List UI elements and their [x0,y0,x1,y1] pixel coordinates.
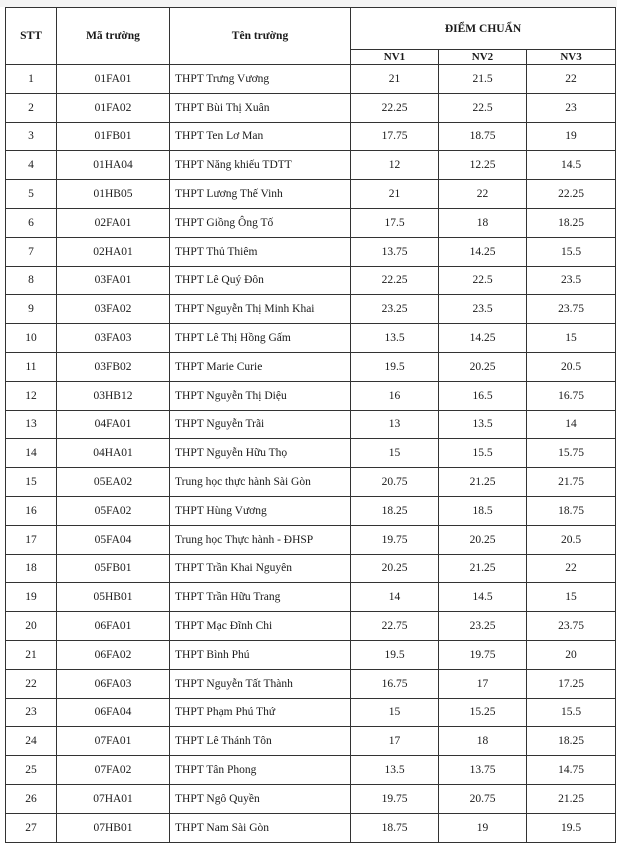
cell-school-name: Trung học thực hành Sài Gòn [170,468,351,497]
cell-school-code: 06FA01 [57,612,170,641]
cell-stt: 19 [6,583,57,612]
cell-stt: 17 [6,525,57,554]
cell-nv3: 20.5 [527,525,616,554]
table-row [6,669,616,698]
cell-nv1: 13 [351,410,439,439]
table-row [6,525,616,554]
table-row [6,439,616,468]
cell-nv3: 23.75 [527,612,616,641]
cell-nv1: 20.25 [351,554,439,583]
table-row [6,468,616,497]
table-row [6,180,616,209]
table-row [6,784,616,813]
cell-nv3: 15.5 [527,698,616,727]
cell-nv3: 23.75 [527,295,616,324]
table-row [6,698,616,727]
cell-nv3: 14.5 [527,151,616,180]
cell-nv2: 14.5 [439,583,527,612]
cell-nv3: 22 [527,554,616,583]
cell-school-name: THPT Nguyễn Trãi [170,410,351,439]
cell-school-name: THPT Nguyễn Thị Diệu [170,381,351,410]
cell-nv1: 22.75 [351,612,439,641]
cell-nv3: 19 [527,122,616,151]
cell-nv2: 21.25 [439,468,527,497]
cell-school-code: 05EA02 [57,468,170,497]
cell-school-name: Trung học Thực hành - ĐHSP [170,525,351,554]
cell-school-code: 04FA01 [57,410,170,439]
cell-nv1: 14 [351,583,439,612]
table-row [6,151,616,180]
cell-school-code: 01HA04 [57,151,170,180]
cell-school-code: 03FA02 [57,295,170,324]
table-row [6,295,616,324]
cell-nv1: 19.75 [351,784,439,813]
cell-stt: 9 [6,295,57,324]
cell-stt: 25 [6,756,57,785]
cell-school-code: 06FA02 [57,640,170,669]
cell-nv2: 22 [439,180,527,209]
header-cutoff-score: ĐIỂM CHUẨN [351,8,616,50]
cell-nv2: 18.5 [439,496,527,525]
cell-school-name: THPT Lê Quý Đôn [170,266,351,295]
cell-nv3: 18.25 [527,727,616,756]
table-row [6,65,616,94]
cell-nv2: 18 [439,208,527,237]
table-row [6,612,616,641]
cell-nv3: 21.25 [527,784,616,813]
cell-stt: 4 [6,151,57,180]
cell-stt: 27 [6,813,57,842]
cell-school-name: THPT Trưng Vương [170,65,351,94]
cell-nv2: 18 [439,727,527,756]
cell-nv3: 22.25 [527,180,616,209]
cell-nv1: 16 [351,381,439,410]
cell-stt: 3 [6,122,57,151]
cell-school-name: THPT Lê Thị Hồng Gấm [170,324,351,353]
cell-school-name: THPT Tân Phong [170,756,351,785]
table-row [6,208,616,237]
cell-school-name: THPT Thủ Thiêm [170,237,351,266]
cell-nv1: 13.5 [351,756,439,785]
cell-nv1: 22.25 [351,266,439,295]
cell-school-code: 02HA01 [57,237,170,266]
cell-stt: 5 [6,180,57,209]
cell-school-name: THPT Giồng Ông Tố [170,208,351,237]
page-top-edge [0,0,617,7]
cell-nv1: 13.5 [351,324,439,353]
header-school-code: Mã trường [57,8,170,65]
table-row [6,122,616,151]
cell-nv1: 12 [351,151,439,180]
cell-school-code: 07HB01 [57,813,170,842]
cell-nv3: 14.75 [527,756,616,785]
cell-nv1: 17 [351,727,439,756]
cell-school-code: 01HB05 [57,180,170,209]
cell-nv2: 13.5 [439,410,527,439]
cell-nv2: 23.5 [439,295,527,324]
cell-nv2: 14.25 [439,324,527,353]
cell-stt: 26 [6,784,57,813]
cell-nv3: 14 [527,410,616,439]
cell-school-code: 03FA03 [57,324,170,353]
cell-school-code: 01FB01 [57,122,170,151]
cell-school-code: 04HA01 [57,439,170,468]
cell-school-code: 03FB02 [57,352,170,381]
cell-nv3: 15 [527,583,616,612]
table-row [6,640,616,669]
cell-nv2: 20.25 [439,352,527,381]
cell-school-name: THPT Trần Hữu Trang [170,583,351,612]
header-nv2: NV2 [439,50,527,65]
cell-school-name: THPT Năng khiếu TDTT [170,151,351,180]
cell-nv3: 20.5 [527,352,616,381]
cell-school-name: THPT Nam Sài Gòn [170,813,351,842]
cell-nv3: 23 [527,93,616,122]
table-row [6,496,616,525]
cell-school-code: 01FA02 [57,93,170,122]
cell-nv1: 17.5 [351,208,439,237]
cell-nv3: 15.5 [527,237,616,266]
table-row [6,352,616,381]
cell-school-name: THPT Nguyễn Hữu Thọ [170,439,351,468]
table-row [6,237,616,266]
cell-stt: 22 [6,669,57,698]
table-row [6,554,616,583]
table-row [6,813,616,842]
cell-nv1: 22.25 [351,93,439,122]
cell-nv1: 15 [351,439,439,468]
cell-school-name: THPT Marie Curie [170,352,351,381]
cell-nv3: 21.75 [527,468,616,497]
cell-nv2: 22.5 [439,93,527,122]
cell-nv3: 22 [527,65,616,94]
cell-nv1: 18.25 [351,496,439,525]
header-school-name: Tên trường [170,8,351,65]
cell-nv2: 15.25 [439,698,527,727]
table-row [6,266,616,295]
cell-school-code: 01FA01 [57,65,170,94]
cell-stt: 21 [6,640,57,669]
cell-stt: 8 [6,266,57,295]
table-row [6,381,616,410]
cell-school-code: 07FA01 [57,727,170,756]
cell-nv2: 17 [439,669,527,698]
cell-stt: 24 [6,727,57,756]
cell-nv3: 18.75 [527,496,616,525]
cell-school-name: THPT Ngô Quyền [170,784,351,813]
cell-nv1: 21 [351,65,439,94]
cell-stt: 6 [6,208,57,237]
cell-nv1: 17.75 [351,122,439,151]
cell-nv2: 20.25 [439,525,527,554]
cell-school-name: THPT Ten Lơ Man [170,122,351,151]
cell-nv1: 19.5 [351,352,439,381]
cell-school-name: THPT Nguyễn Tất Thành [170,669,351,698]
cell-nv2: 21.25 [439,554,527,583]
cell-school-name: THPT Hùng Vương [170,496,351,525]
cell-school-name: THPT Lê Thánh Tôn [170,727,351,756]
cell-school-code: 07HA01 [57,784,170,813]
cell-stt: 11 [6,352,57,381]
cell-school-code: 07FA02 [57,756,170,785]
cell-nv3: 20 [527,640,616,669]
cell-stt: 23 [6,698,57,727]
cell-nv1: 19.5 [351,640,439,669]
cell-school-code: 05FB01 [57,554,170,583]
header-stt: STT [6,8,57,65]
cell-nv2: 21.5 [439,65,527,94]
cell-stt: 2 [6,93,57,122]
cell-school-code: 03FA01 [57,266,170,295]
cell-nv1: 18.75 [351,813,439,842]
cell-nv3: 19.5 [527,813,616,842]
cell-nv3: 16.75 [527,381,616,410]
cell-nv1: 15 [351,698,439,727]
cell-nv2: 14.25 [439,237,527,266]
cell-nv1: 13.75 [351,237,439,266]
table-row [6,324,616,353]
cell-school-code: 05HB01 [57,583,170,612]
cell-nv2: 19.75 [439,640,527,669]
cell-school-code: 06FA03 [57,669,170,698]
cell-nv2: 23.25 [439,612,527,641]
cell-school-code: 03HB12 [57,381,170,410]
header-nv3: NV3 [527,50,616,65]
cell-stt: 12 [6,381,57,410]
cell-nv3: 15.75 [527,439,616,468]
cell-school-name: THPT Bùi Thị Xuân [170,93,351,122]
cell-stt: 7 [6,237,57,266]
cell-school-name: THPT Bình Phú [170,640,351,669]
cell-nv2: 16.5 [439,381,527,410]
cell-nv2: 15.5 [439,439,527,468]
table-row [6,93,616,122]
cell-school-code: 05FA02 [57,496,170,525]
cell-nv2: 18.75 [439,122,527,151]
cell-nv2: 22.5 [439,266,527,295]
cell-school-code: 06FA04 [57,698,170,727]
table-row [6,410,616,439]
cell-school-name: THPT Nguyễn Thị Minh Khai [170,295,351,324]
cell-nv1: 20.75 [351,468,439,497]
cell-stt: 16 [6,496,57,525]
cell-school-name: THPT Phạm Phú Thứ [170,698,351,727]
cell-nv1: 19.75 [351,525,439,554]
cell-nv3: 23.5 [527,266,616,295]
cell-nv1: 16.75 [351,669,439,698]
cell-stt: 13 [6,410,57,439]
header-nv1: NV1 [351,50,439,65]
table-row [6,727,616,756]
cell-nv3: 15 [527,324,616,353]
cell-nv3: 18.25 [527,208,616,237]
cell-stt: 14 [6,439,57,468]
cell-school-code: 02FA01 [57,208,170,237]
table-row [6,583,616,612]
cell-stt: 10 [6,324,57,353]
cell-stt: 18 [6,554,57,583]
cell-school-name: THPT Trần Khai Nguyên [170,554,351,583]
cell-nv2: 12.25 [439,151,527,180]
cell-nv2: 19 [439,813,527,842]
cell-nv2: 20.75 [439,784,527,813]
table-row [6,756,616,785]
cell-nv2: 13.75 [439,756,527,785]
cell-stt: 20 [6,612,57,641]
cell-school-name: THPT Mạc Đĩnh Chi [170,612,351,641]
cell-stt: 15 [6,468,57,497]
admission-scores-table [5,7,616,843]
cell-school-code: 05FA04 [57,525,170,554]
cell-school-name: THPT Lương Thế Vinh [170,180,351,209]
cell-nv1: 23.25 [351,295,439,324]
cell-stt: 1 [6,65,57,94]
cell-nv1: 21 [351,180,439,209]
cell-nv3: 17.25 [527,669,616,698]
